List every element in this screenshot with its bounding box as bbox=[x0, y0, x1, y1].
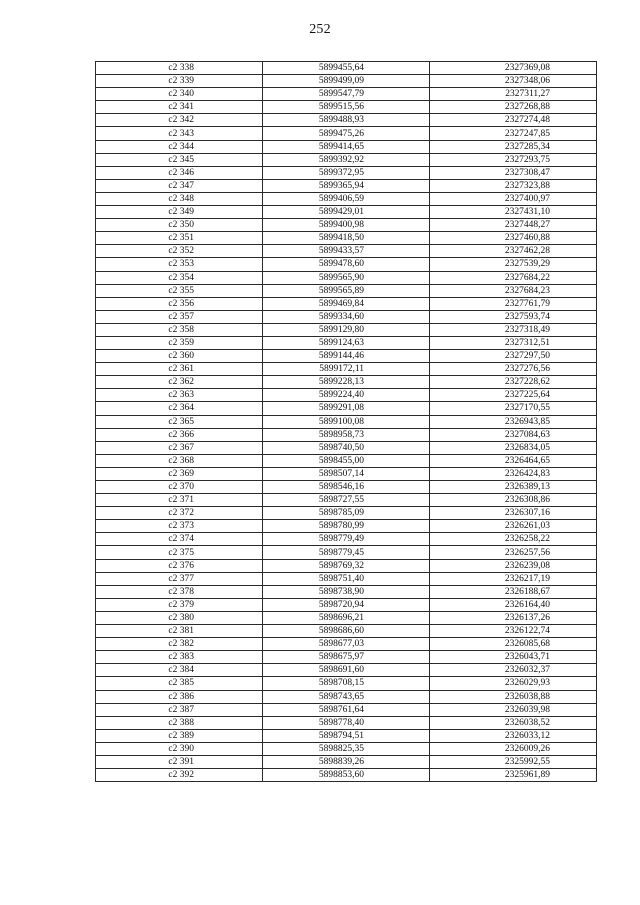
page-number: 252 bbox=[309, 22, 331, 37]
point-id-cell: c2 339 bbox=[96, 75, 263, 88]
table-row bbox=[96, 284, 597, 297]
y-coordinate-cell: 2327268,88 bbox=[430, 101, 597, 114]
x-coordinate-cell: 5898779,45 bbox=[263, 546, 430, 559]
y-coordinate-cell: 2326029,93 bbox=[430, 677, 597, 690]
table-row bbox=[96, 755, 597, 768]
y-coordinate-cell: 2326137,26 bbox=[430, 611, 597, 624]
table-row bbox=[96, 585, 597, 598]
point-id-cell: c2 386 bbox=[96, 690, 263, 703]
point-id-cell: c2 363 bbox=[96, 389, 263, 402]
table-row bbox=[96, 703, 597, 716]
table-row bbox=[96, 75, 597, 88]
table-row bbox=[96, 572, 597, 585]
table-row bbox=[96, 88, 597, 101]
point-id-cell: c2 389 bbox=[96, 729, 263, 742]
y-coordinate-cell: 2327274,48 bbox=[430, 114, 597, 127]
x-coordinate-cell: 5899228,13 bbox=[263, 376, 430, 389]
x-coordinate-cell: 5898743,65 bbox=[263, 690, 430, 703]
point-id-cell: c2 351 bbox=[96, 232, 263, 245]
x-coordinate-cell: 5898507,14 bbox=[263, 467, 430, 480]
x-coordinate-cell: 5899499,09 bbox=[263, 75, 430, 88]
x-coordinate-cell: 5899224,40 bbox=[263, 389, 430, 402]
table-row bbox=[96, 716, 597, 729]
point-id-cell: c2 377 bbox=[96, 572, 263, 585]
x-coordinate-cell: 5899475,26 bbox=[263, 127, 430, 140]
point-id-cell: c2 380 bbox=[96, 611, 263, 624]
x-coordinate-cell: 5898546,16 bbox=[263, 481, 430, 494]
x-coordinate-cell: 5898769,32 bbox=[263, 559, 430, 572]
point-id-cell: c2 388 bbox=[96, 716, 263, 729]
y-coordinate-cell: 2326009,26 bbox=[430, 742, 597, 755]
y-coordinate-cell: 2326038,88 bbox=[430, 690, 597, 703]
y-coordinate-cell: 2327369,08 bbox=[430, 62, 597, 75]
table-row bbox=[96, 454, 597, 467]
y-coordinate-cell: 2327312,51 bbox=[430, 336, 597, 349]
point-id-cell: c2 374 bbox=[96, 533, 263, 546]
x-coordinate-cell: 5898686,60 bbox=[263, 625, 430, 638]
y-coordinate-cell: 2327684,23 bbox=[430, 284, 597, 297]
table-row bbox=[96, 664, 597, 677]
x-coordinate-cell: 5898825,35 bbox=[263, 742, 430, 755]
table-row bbox=[96, 232, 597, 245]
x-coordinate-cell: 5899100,08 bbox=[263, 415, 430, 428]
point-id-cell: c2 392 bbox=[96, 769, 263, 782]
table-row bbox=[96, 638, 597, 651]
y-coordinate-cell: 2326424,83 bbox=[430, 467, 597, 480]
y-coordinate-cell: 2327348,06 bbox=[430, 75, 597, 88]
table-row bbox=[96, 153, 597, 166]
y-coordinate-cell: 2327297,50 bbox=[430, 350, 597, 363]
y-coordinate-cell: 2327448,27 bbox=[430, 219, 597, 232]
table-row bbox=[96, 428, 597, 441]
point-id-cell: c2 379 bbox=[96, 598, 263, 611]
point-id-cell: c2 349 bbox=[96, 206, 263, 219]
table-row bbox=[96, 219, 597, 232]
point-id-cell: c2 371 bbox=[96, 494, 263, 507]
table-row bbox=[96, 494, 597, 507]
x-coordinate-cell: 5899565,89 bbox=[263, 284, 430, 297]
y-coordinate-cell: 2326164,40 bbox=[430, 598, 597, 611]
y-coordinate-cell: 2326464,65 bbox=[430, 454, 597, 467]
point-id-cell: c2 382 bbox=[96, 638, 263, 651]
point-id-cell: c2 355 bbox=[96, 284, 263, 297]
table-row bbox=[96, 363, 597, 376]
y-coordinate-cell: 2326043,71 bbox=[430, 651, 597, 664]
x-coordinate-cell: 5898779,49 bbox=[263, 533, 430, 546]
table-row bbox=[96, 651, 597, 664]
point-id-cell: c2 347 bbox=[96, 179, 263, 192]
x-coordinate-cell: 5899172,11 bbox=[263, 363, 430, 376]
point-id-cell: c2 350 bbox=[96, 219, 263, 232]
y-coordinate-cell: 2327539,29 bbox=[430, 258, 597, 271]
table-row bbox=[96, 127, 597, 140]
x-coordinate-cell: 5899469,84 bbox=[263, 297, 430, 310]
x-coordinate-cell: 5899392,92 bbox=[263, 153, 430, 166]
table-row bbox=[96, 245, 597, 258]
x-coordinate-cell: 5899124,63 bbox=[263, 336, 430, 349]
x-coordinate-cell: 5899478,60 bbox=[263, 258, 430, 271]
x-coordinate-cell: 5898708,15 bbox=[263, 677, 430, 690]
point-id-cell: c2 376 bbox=[96, 559, 263, 572]
table-row bbox=[96, 350, 597, 363]
point-id-cell: c2 391 bbox=[96, 755, 263, 768]
y-coordinate-cell: 2327247,85 bbox=[430, 127, 597, 140]
x-coordinate-cell: 5898720,94 bbox=[263, 598, 430, 611]
x-coordinate-cell: 5898785,09 bbox=[263, 507, 430, 520]
point-id-cell: c2 357 bbox=[96, 310, 263, 323]
point-id-cell: c2 360 bbox=[96, 350, 263, 363]
y-coordinate-cell: 2327311,27 bbox=[430, 88, 597, 101]
x-coordinate-cell: 5898780,99 bbox=[263, 520, 430, 533]
point-id-cell: c2 385 bbox=[96, 677, 263, 690]
table-row bbox=[96, 206, 597, 219]
x-coordinate-cell: 5899129,80 bbox=[263, 323, 430, 336]
point-id-cell: c2 381 bbox=[96, 625, 263, 638]
point-id-cell: c2 346 bbox=[96, 166, 263, 179]
y-coordinate-cell: 2326943,85 bbox=[430, 415, 597, 428]
x-coordinate-cell: 5899414,65 bbox=[263, 140, 430, 153]
x-coordinate-cell: 5899565,90 bbox=[263, 271, 430, 284]
x-coordinate-cell: 5898691,60 bbox=[263, 664, 430, 677]
x-coordinate-cell: 5899334,60 bbox=[263, 310, 430, 323]
point-id-cell: c2 390 bbox=[96, 742, 263, 755]
point-id-cell: c2 343 bbox=[96, 127, 263, 140]
table-row bbox=[96, 598, 597, 611]
table-row bbox=[96, 389, 597, 402]
table-row bbox=[96, 402, 597, 415]
y-coordinate-cell: 2326032,37 bbox=[430, 664, 597, 677]
table-row bbox=[96, 140, 597, 153]
table-row bbox=[96, 507, 597, 520]
table-row bbox=[96, 192, 597, 205]
x-coordinate-cell: 5898839,26 bbox=[263, 755, 430, 768]
table-row bbox=[96, 677, 597, 690]
x-coordinate-cell: 5899515,56 bbox=[263, 101, 430, 114]
y-coordinate-cell: 2325992,55 bbox=[430, 755, 597, 768]
y-coordinate-cell: 2326257,56 bbox=[430, 546, 597, 559]
x-coordinate-cell: 5899365,94 bbox=[263, 179, 430, 192]
y-coordinate-cell: 2327462,28 bbox=[430, 245, 597, 258]
x-coordinate-cell: 5898751,40 bbox=[263, 572, 430, 585]
y-coordinate-cell: 2326307,16 bbox=[430, 507, 597, 520]
table-row bbox=[96, 729, 597, 742]
point-id-cell: c2 362 bbox=[96, 376, 263, 389]
point-id-cell: c2 345 bbox=[96, 153, 263, 166]
point-id-cell: c2 367 bbox=[96, 441, 263, 454]
x-coordinate-cell: 5898455,00 bbox=[263, 454, 430, 467]
y-coordinate-cell: 2327431,10 bbox=[430, 206, 597, 219]
point-id-cell: c2 365 bbox=[96, 415, 263, 428]
x-coordinate-cell: 5898761,64 bbox=[263, 703, 430, 716]
x-coordinate-cell: 5899547,79 bbox=[263, 88, 430, 101]
table-row bbox=[96, 467, 597, 480]
point-id-cell: c2 364 bbox=[96, 402, 263, 415]
table-row bbox=[96, 271, 597, 284]
x-coordinate-cell: 5899144,46 bbox=[263, 350, 430, 363]
coordinates-table-container bbox=[95, 61, 596, 782]
x-coordinate-cell: 5899400,98 bbox=[263, 219, 430, 232]
y-coordinate-cell: 2327318,49 bbox=[430, 323, 597, 336]
x-coordinate-cell: 5898738,90 bbox=[263, 585, 430, 598]
point-id-cell: c2 358 bbox=[96, 323, 263, 336]
y-coordinate-cell: 2326308,86 bbox=[430, 494, 597, 507]
point-id-cell: c2 372 bbox=[96, 507, 263, 520]
y-coordinate-cell: 2326834,05 bbox=[430, 441, 597, 454]
table-row bbox=[96, 546, 597, 559]
table-row bbox=[96, 415, 597, 428]
point-id-cell: c2 383 bbox=[96, 651, 263, 664]
point-id-cell: c2 361 bbox=[96, 363, 263, 376]
point-id-cell: c2 342 bbox=[96, 114, 263, 127]
y-coordinate-cell: 2326033,12 bbox=[430, 729, 597, 742]
table-row bbox=[96, 520, 597, 533]
x-coordinate-cell: 5899429,01 bbox=[263, 206, 430, 219]
point-id-cell: c2 354 bbox=[96, 271, 263, 284]
x-coordinate-cell: 5898696,21 bbox=[263, 611, 430, 624]
point-id-cell: c2 338 bbox=[96, 62, 263, 75]
table-row bbox=[96, 441, 597, 454]
y-coordinate-cell: 2326389,13 bbox=[430, 481, 597, 494]
point-id-cell: c2 348 bbox=[96, 192, 263, 205]
table-row bbox=[96, 258, 597, 271]
table-row bbox=[96, 769, 597, 782]
point-id-cell: c2 341 bbox=[96, 101, 263, 114]
table-row bbox=[96, 690, 597, 703]
y-coordinate-cell: 2327170,55 bbox=[430, 402, 597, 415]
point-id-cell: c2 378 bbox=[96, 585, 263, 598]
y-coordinate-cell: 2326122,74 bbox=[430, 625, 597, 638]
point-id-cell: c2 368 bbox=[96, 454, 263, 467]
table-row bbox=[96, 533, 597, 546]
x-coordinate-cell: 5899433,57 bbox=[263, 245, 430, 258]
point-id-cell: c2 373 bbox=[96, 520, 263, 533]
y-coordinate-cell: 2326239,08 bbox=[430, 559, 597, 572]
point-id-cell: c2 359 bbox=[96, 336, 263, 349]
table-row bbox=[96, 336, 597, 349]
table-row bbox=[96, 481, 597, 494]
y-coordinate-cell: 2327276,56 bbox=[430, 363, 597, 376]
x-coordinate-cell: 5898727,55 bbox=[263, 494, 430, 507]
x-coordinate-cell: 5898778,40 bbox=[263, 716, 430, 729]
point-id-cell: c2 352 bbox=[96, 245, 263, 258]
coordinates-table bbox=[95, 61, 597, 782]
point-id-cell: c2 344 bbox=[96, 140, 263, 153]
table-row bbox=[96, 376, 597, 389]
point-id-cell: c2 375 bbox=[96, 546, 263, 559]
point-id-cell: c2 340 bbox=[96, 88, 263, 101]
point-id-cell: c2 369 bbox=[96, 467, 263, 480]
x-coordinate-cell: 5899406,59 bbox=[263, 192, 430, 205]
table-row bbox=[96, 166, 597, 179]
y-coordinate-cell: 2327761,79 bbox=[430, 297, 597, 310]
y-coordinate-cell: 2326039,98 bbox=[430, 703, 597, 716]
point-id-cell: c2 356 bbox=[96, 297, 263, 310]
y-coordinate-cell: 2327084,63 bbox=[430, 428, 597, 441]
y-coordinate-cell: 2327293,75 bbox=[430, 153, 597, 166]
y-coordinate-cell: 2326038,52 bbox=[430, 716, 597, 729]
point-id-cell: c2 387 bbox=[96, 703, 263, 716]
x-coordinate-cell: 5898853,60 bbox=[263, 769, 430, 782]
point-id-cell: c2 384 bbox=[96, 664, 263, 677]
y-coordinate-cell: 2326217,19 bbox=[430, 572, 597, 585]
x-coordinate-cell: 5899488,93 bbox=[263, 114, 430, 127]
x-coordinate-cell: 5899418,50 bbox=[263, 232, 430, 245]
table-row bbox=[96, 611, 597, 624]
x-coordinate-cell: 5898958,73 bbox=[263, 428, 430, 441]
y-coordinate-cell: 2327228,62 bbox=[430, 376, 597, 389]
y-coordinate-cell: 2326188,67 bbox=[430, 585, 597, 598]
x-coordinate-cell: 5898740,50 bbox=[263, 441, 430, 454]
y-coordinate-cell: 2327460,88 bbox=[430, 232, 597, 245]
y-coordinate-cell: 2326261,03 bbox=[430, 520, 597, 533]
y-coordinate-cell: 2327323,88 bbox=[430, 179, 597, 192]
x-coordinate-cell: 5899291,08 bbox=[263, 402, 430, 415]
y-coordinate-cell: 2327593,74 bbox=[430, 310, 597, 323]
table-row bbox=[96, 101, 597, 114]
y-coordinate-cell: 2327308,47 bbox=[430, 166, 597, 179]
point-id-cell: c2 353 bbox=[96, 258, 263, 271]
table-row bbox=[96, 62, 597, 75]
coordinates-table-body bbox=[96, 62, 597, 782]
x-coordinate-cell: 5898794,51 bbox=[263, 729, 430, 742]
table-row bbox=[96, 625, 597, 638]
table-row bbox=[96, 114, 597, 127]
table-row bbox=[96, 179, 597, 192]
y-coordinate-cell: 2327400,97 bbox=[430, 192, 597, 205]
table-row bbox=[96, 310, 597, 323]
y-coordinate-cell: 2325961,89 bbox=[430, 769, 597, 782]
x-coordinate-cell: 5899372,95 bbox=[263, 166, 430, 179]
x-coordinate-cell: 5899455,64 bbox=[263, 62, 430, 75]
x-coordinate-cell: 5898677,03 bbox=[263, 638, 430, 651]
y-coordinate-cell: 2327684,22 bbox=[430, 271, 597, 284]
y-coordinate-cell: 2327225,64 bbox=[430, 389, 597, 402]
table-row bbox=[96, 742, 597, 755]
table-row bbox=[96, 297, 597, 310]
x-coordinate-cell: 5898675,97 bbox=[263, 651, 430, 664]
y-coordinate-cell: 2327285,34 bbox=[430, 140, 597, 153]
table-row bbox=[96, 323, 597, 336]
table-row bbox=[96, 559, 597, 572]
y-coordinate-cell: 2326085,68 bbox=[430, 638, 597, 651]
point-id-cell: c2 370 bbox=[96, 481, 263, 494]
point-id-cell: c2 366 bbox=[96, 428, 263, 441]
y-coordinate-cell: 2326258,22 bbox=[430, 533, 597, 546]
